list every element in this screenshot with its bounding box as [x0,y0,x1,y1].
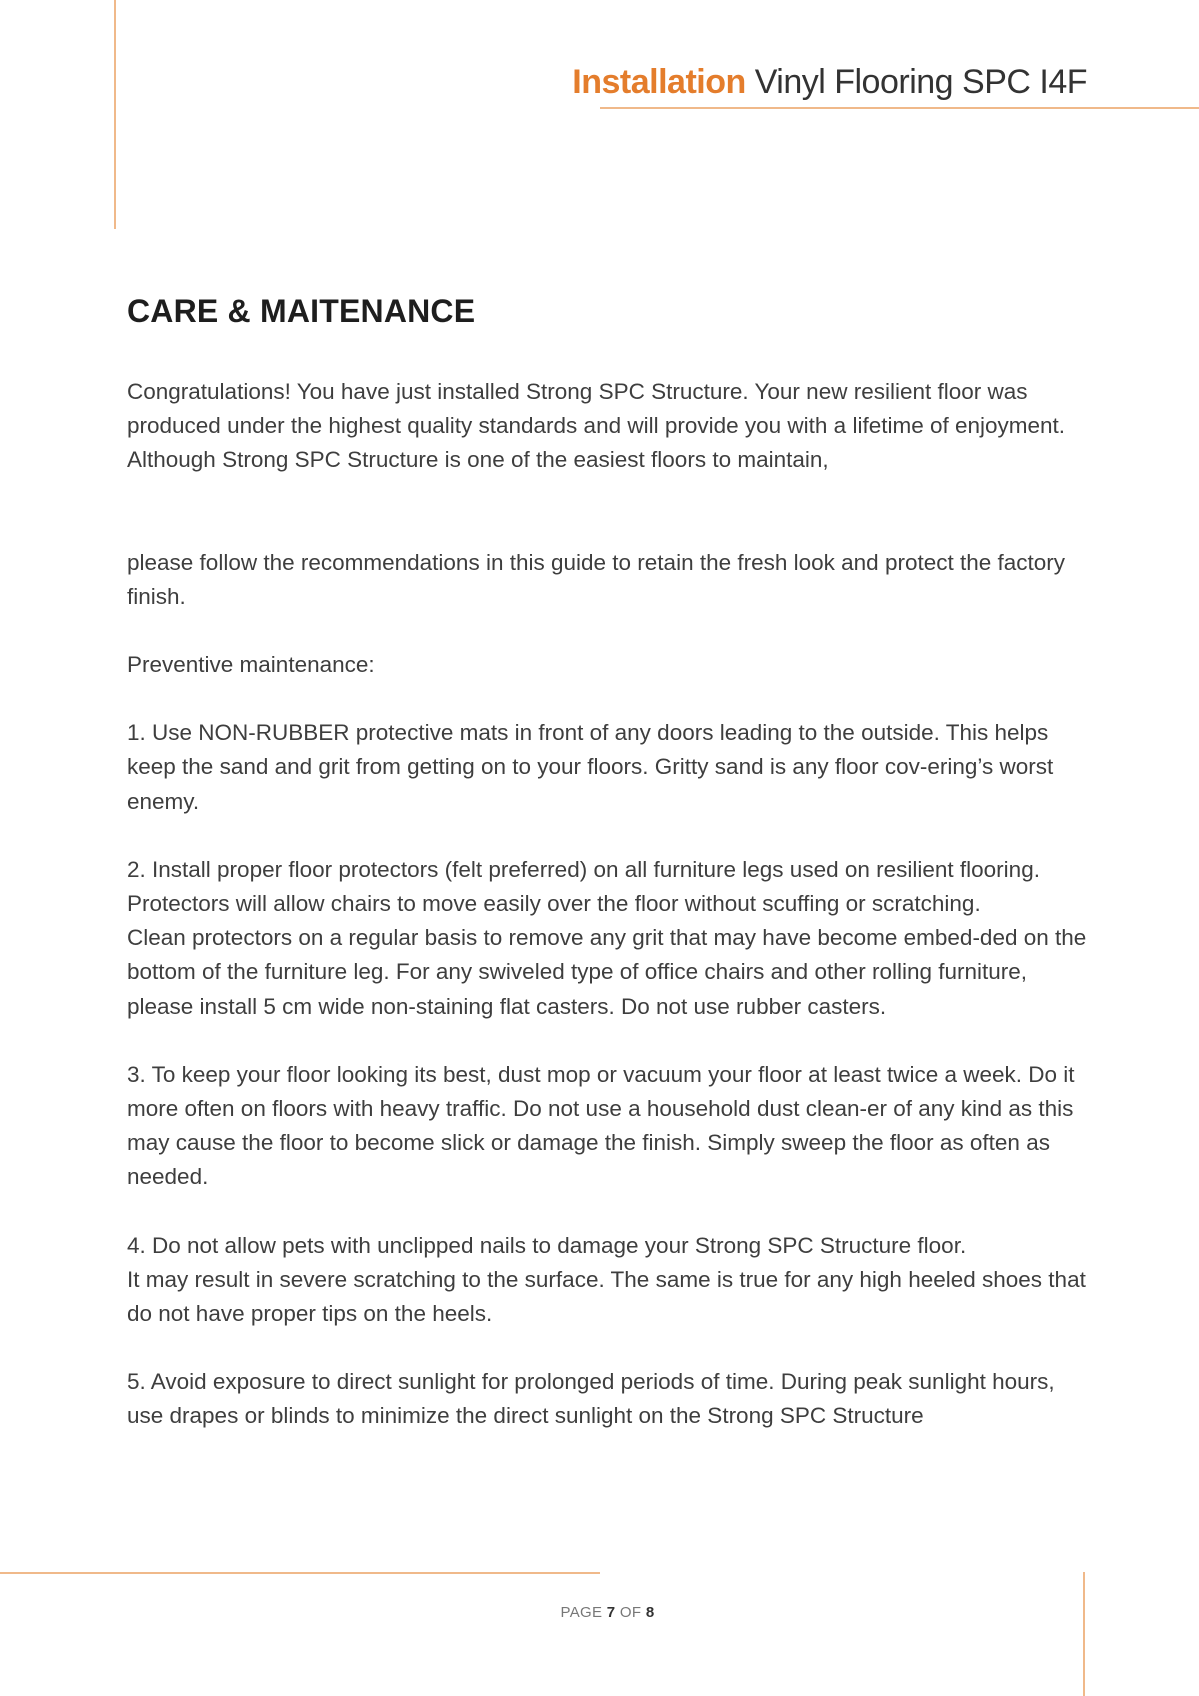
main-content [127,285,1097,1434]
paragraph-gap [127,682,1097,716]
footer-rule [0,1572,600,1574]
intro-paragraph: Congratulations! You have just installed Strong SPC Structure. Your new resilient floor was produced under the highest quality standards and will provide you with a lifetime of enjoyment. Although Strong SPC Structure is one of the easiest floors to maintain, [127,379,1066,473]
list-item-3: 3. To keep your floor looking its best, dust mop or vacuum your floor at least twice a week. Do it more often on floors with heavy traffic. Do not use a household dust clean-er of any kind as this may cause the floor to become slick or damage the finish. Simply sweep the floor as often as needed. [127,1061,1075,1190]
list-item-2-continued: Clean protectors on a regular basis to remove any grit that may have become embed-ded on the bottom of the furniture leg. For any swiveled type of office chairs and other rolling furniture, please install 5 cm wide non-staining flat casters. Do not use rubber casters. [127,925,1087,1019]
bottom-right-vertical-rule [1083,1572,1085,1696]
preventive-maintenance-label: Preventive maintenance: [127,652,375,678]
page-label: PAGE [560,1604,603,1621]
total-pages-number: 8 [645,1604,655,1621]
top-left-vertical-rule [114,0,116,229]
paragraph-gap [127,1195,1097,1229]
list-item-2: 2. Install proper floor protectors (felt preferred) on all furniture legs used on resilient flooring. Protectors will allow chairs to move easily over the floor without scuffing or scratching. [127,856,1040,917]
of-label: OF [619,1604,642,1621]
list-item-1: 1. Use NON-RUBBER protective mats in front of any doors leading to the outside. This helps keep the sand and grit from getting on to your floors. Gritty sand is any floor cov-ering’s worst enemy. [127,720,1054,814]
list-item-4-continued: It may result in severe scratching to the surface. The same is true for any high heeled shoes that do not have proper tips on the heels. [127,1266,1086,1327]
document-header-title [572,62,1087,102]
paragraph-gap [127,819,1097,853]
paragraph-gap [127,478,1097,546]
header-title-accent: Installation [572,63,746,101]
page-number [0,1604,1199,1621]
intro-paragraph-continued: please follow the recommendations in this guide to retain the fresh look and protect the factory finish. [127,549,1066,609]
section-heading: CARE & MAITENANCE [127,293,476,329]
paragraph-gap [127,614,1097,648]
current-page-number: 7 [606,1604,616,1621]
list-item-4: 4. Do not allow pets with unclipped nails to damage your Strong SPC Structure floor. [127,1232,967,1258]
paragraph-gap [127,1024,1097,1058]
header-title-rest: Vinyl Flooring SPC I4F [745,63,1087,101]
paragraph-gap [127,1331,1097,1365]
header-underline-rule [600,107,1199,109]
list-item-5: 5. Avoid exposure to direct sunlight for prolonged periods of time. During peak sunlight hours, use drapes or blinds to minimize the direct sunlight on the Strong SPC Structure [127,1369,1055,1429]
